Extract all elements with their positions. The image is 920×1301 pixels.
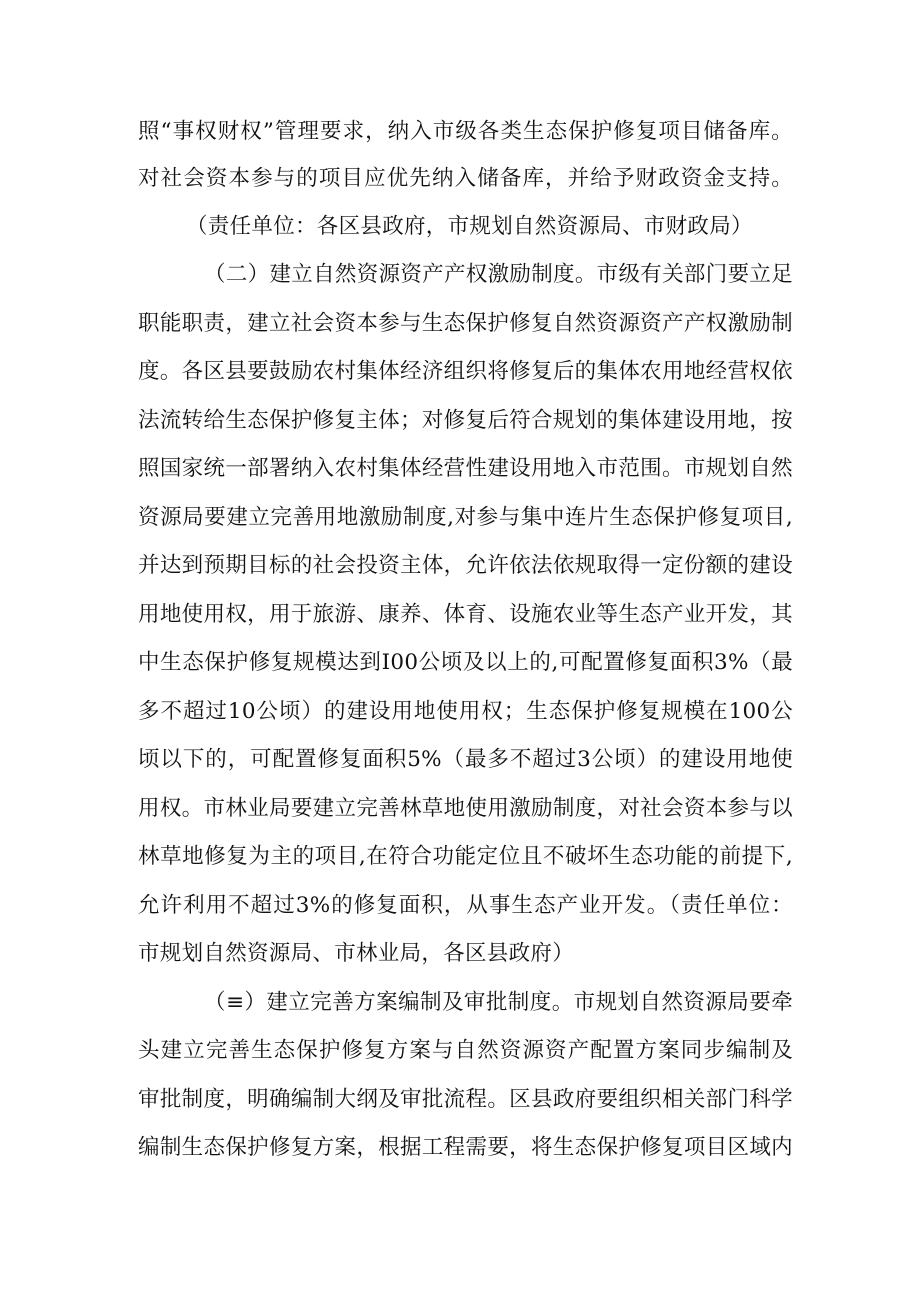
section-heading-line: （≡）建立完善方案编制及审批制度。市规划自然资源局要牵	[204, 990, 793, 1015]
text-line: 编制生态保护修复方案，根据工程需要，将生态保护修复项目区域内	[138, 1135, 793, 1160]
text-line: 对社会资本参与的项目应优先纳入储备库，并给予财政资金支持。	[138, 166, 793, 191]
text-line: 头建立完善生态保护修复方案与自然资源资产配置方案同步编制及	[138, 1038, 793, 1063]
text-line: 并达到预期目标的社会投资主体，允许依法依规取得一定份额的建设	[138, 553, 793, 578]
text-line: 允许利用不超过3%的修复面积，从事生态产业开发。（责任单位：	[138, 893, 793, 918]
text-line: 顷以下的，可配置修复面积5%（最多不超过3公顷）的建设用地使	[138, 747, 793, 772]
section-heading-line: （二）建立自然资源资产产权激励制度。市级有关部门要立足	[204, 262, 793, 287]
text-line: 林草地修复为主的项目,在符合功能定位且不破坏生态功能的前提下,	[138, 844, 793, 869]
text-line: （责任单位：各区县政府，市规划自然资源局、市财政局）	[186, 214, 753, 239]
text-line: 市规划自然资源局、市林业局，各区县政府）	[138, 941, 575, 966]
text-line: 照“事权财权”管理要求，纳入市级各类生态保护修复项目储备库。	[138, 119, 793, 144]
text-line: 多不超过10公顷）的建设用地使用权；生态保护修复规模在100公	[138, 699, 793, 724]
text-line: 法流转给生态保护修复主体；对修复后符合规划的集体建设用地，按	[138, 408, 793, 433]
text-line: 职能职责，建立社会资本参与生态保护修复自然资源资产产权激励制	[138, 311, 793, 336]
text-line: 审批制度，明确编制大纲及审批流程。区县政府要组织相关部门科学	[138, 1087, 793, 1112]
text-line: 资源局要建立完善用地激励制度,对参与集中连片生态保护修复项目,	[138, 505, 793, 530]
text-line: 用权。市林业局要建立完善林草地使用激励制度，对社会资本参与以	[138, 796, 793, 821]
text-line: 度。各区县要鼓励农村集体经济组织将修复后的集体农用地经营权依	[138, 359, 793, 384]
text-line: 照国家统一部署纳入农村集体经营性建设用地入市范围。市规划自然	[138, 456, 793, 481]
text-line: 用地使用权，用于旅游、康养、体育、设施农业等生态产业开发，其	[138, 602, 793, 627]
text-line: 中生态保护修复规模达到I00公顷及以上的,可配置修复面积3%（最	[138, 650, 793, 675]
